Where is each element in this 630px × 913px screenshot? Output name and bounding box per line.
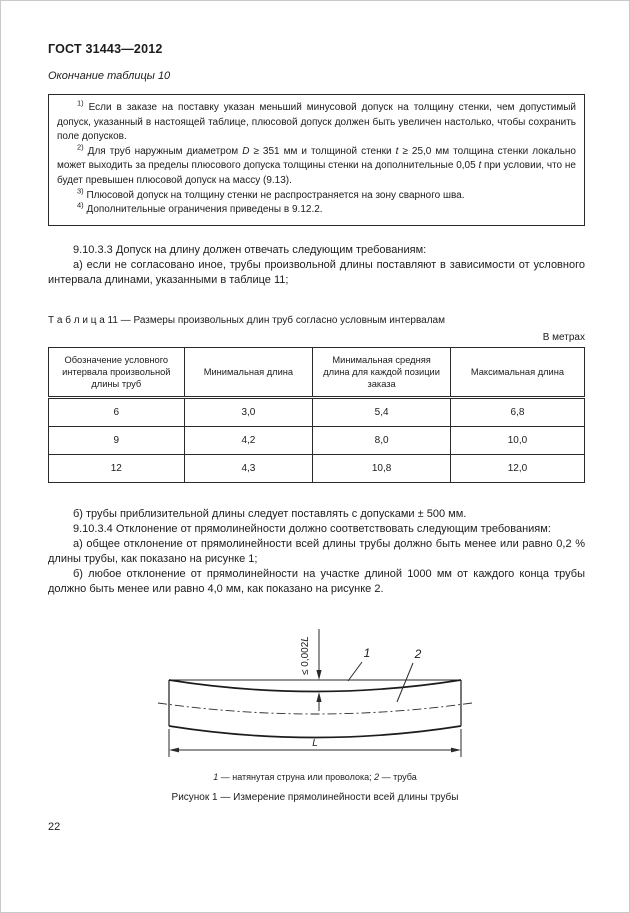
- footnote-1-marker: 1): [77, 98, 84, 108]
- table-row: [49, 397, 585, 426]
- table11-col-max-length: Максимальная длина: [450, 347, 584, 397]
- tube-outline: [169, 680, 461, 738]
- deviation-label: ≤ 0,002L: [300, 635, 311, 675]
- length-label: L: [312, 737, 318, 749]
- table-row: [49, 426, 585, 454]
- footnote-1: $^{1)}$ Если в заказе на поставку указан меньший минусовой допуск на толщину стенки, чем допустимый допуск, указанный в настоящей таблице, плюсовой допуск должен быть увеличен настолько, чтобы сохранить поле допусков.: [57, 98, 576, 143]
- table11-col-interval: Обозначение условного интервала произвольной длины труб: [49, 347, 185, 397]
- cell-min-length: 4,3: [184, 454, 313, 482]
- cell-min-avg-length: 5,4: [313, 397, 451, 426]
- cell-max-length: 12,0: [450, 454, 584, 482]
- table-row: [49, 454, 585, 482]
- footnote-3: $^{3)}$ Плюсовой допуск на толщину стенки не распространяется на зону сварного шва.: [77, 186, 465, 201]
- cell-max-length: 6,8: [450, 397, 584, 426]
- table11-header-row: [49, 347, 585, 397]
- table11: [48, 347, 585, 483]
- table10-footnote-box: [48, 94, 585, 226]
- part-label-2-leader: [397, 663, 413, 702]
- cell-min-avg-length: 8,0: [313, 426, 451, 454]
- footnote-4-marker: 4): [77, 200, 84, 210]
- paragraph-9-10-3-3: 9.10.3.3 Допуск на длину должен отвечать следующим требованиям:: [73, 243, 427, 256]
- table11-unit-note: В метрах: [542, 331, 585, 343]
- paragraph-b-tolerance: б) трубы приблизительной длины следует поставлять с допусками ± 500 мм.: [73, 507, 467, 520]
- page-number: 22: [48, 821, 61, 833]
- paragraph-9-10-3-4: 9.10.3.4 Отклонение от прямолинейности должно соответствовать следующим требованиям:: [73, 522, 551, 535]
- cell-min-avg-length: 10,8: [313, 454, 451, 482]
- footnote-4: $^{4)}$ Дополнительные ограничения приведены в 9.12.2.: [77, 200, 323, 216]
- paragraph-9-10-3-4-a: а) общее отклонение от прямолинейности всей длины трубы должно быть менее или равно 0,2 % длины трубы, как показано на рисунке 1;: [48, 537, 585, 565]
- paragraph-9-10-3-4-b: б) любое отклонение от прямолинейности на участке длиной 1000 мм от каждого конца трубы должно быть менее или равно 4,0 мм, как показано на рисунке 2.: [48, 567, 585, 595]
- figure1-caption: Рисунок 1 — Измерение прямолинейности всей длины трубы: [171, 791, 459, 803]
- cell-interval: 6: [49, 397, 185, 426]
- footnote-3-marker: 3): [77, 186, 84, 196]
- figure1-drawing: [1, 617, 630, 767]
- table10-continuation-note: Окончание таблицы 10: [48, 70, 171, 82]
- page-content: [1, 1, 629, 597]
- footnote-2: $^{2)}$ Для труб наружным диаметром D ≥ 351 мм и толщиной стенки t ≥ 25,0 мм толщина стенки локально может выходить за пределы плюсового допуска толщины стенки на дополнительные 0,05 t при условии, что не будет превышен плюсовой допуск на массу (9.13).: [57, 142, 576, 186]
- part-label-1-leader: [348, 662, 362, 681]
- paragraph-9-10-3-3-a: а) если не согласовано иное, трубы произвольной длины поставляют в зависимости от условного интервала длинами, указанными в таблице 11;: [48, 258, 585, 286]
- table11-caption: Т а б л и ц а 11 — Размеры произвольных длин труб согласно условным интервалам: [48, 314, 445, 326]
- part-label-1: 1: [363, 645, 371, 660]
- tube-centerline: [158, 703, 472, 714]
- cell-interval: 12: [49, 454, 185, 482]
- figure1-legend: 1 — натянутая струна или проволока; 2 — труба: [213, 771, 417, 782]
- part-label-2: 2: [414, 646, 422, 661]
- cell-max-length: 10,0: [450, 426, 584, 454]
- figure1: [1, 617, 629, 804]
- cell-min-length: 4,2: [184, 426, 313, 454]
- cell-min-length: 3,0: [184, 397, 313, 426]
- table11-col-min-length: Минимальная длина: [184, 347, 313, 397]
- deviation-dimension: [316, 629, 321, 711]
- footnote-2-marker: 2): [77, 142, 84, 152]
- section-9-10-3-4: [48, 507, 585, 597]
- doc-number: ГОСТ 31443—2012: [48, 42, 163, 56]
- table11-col-min-avg-length: Минимальная средняя длина для каждой позиции заказа: [313, 347, 451, 397]
- cell-interval: 9: [49, 426, 185, 454]
